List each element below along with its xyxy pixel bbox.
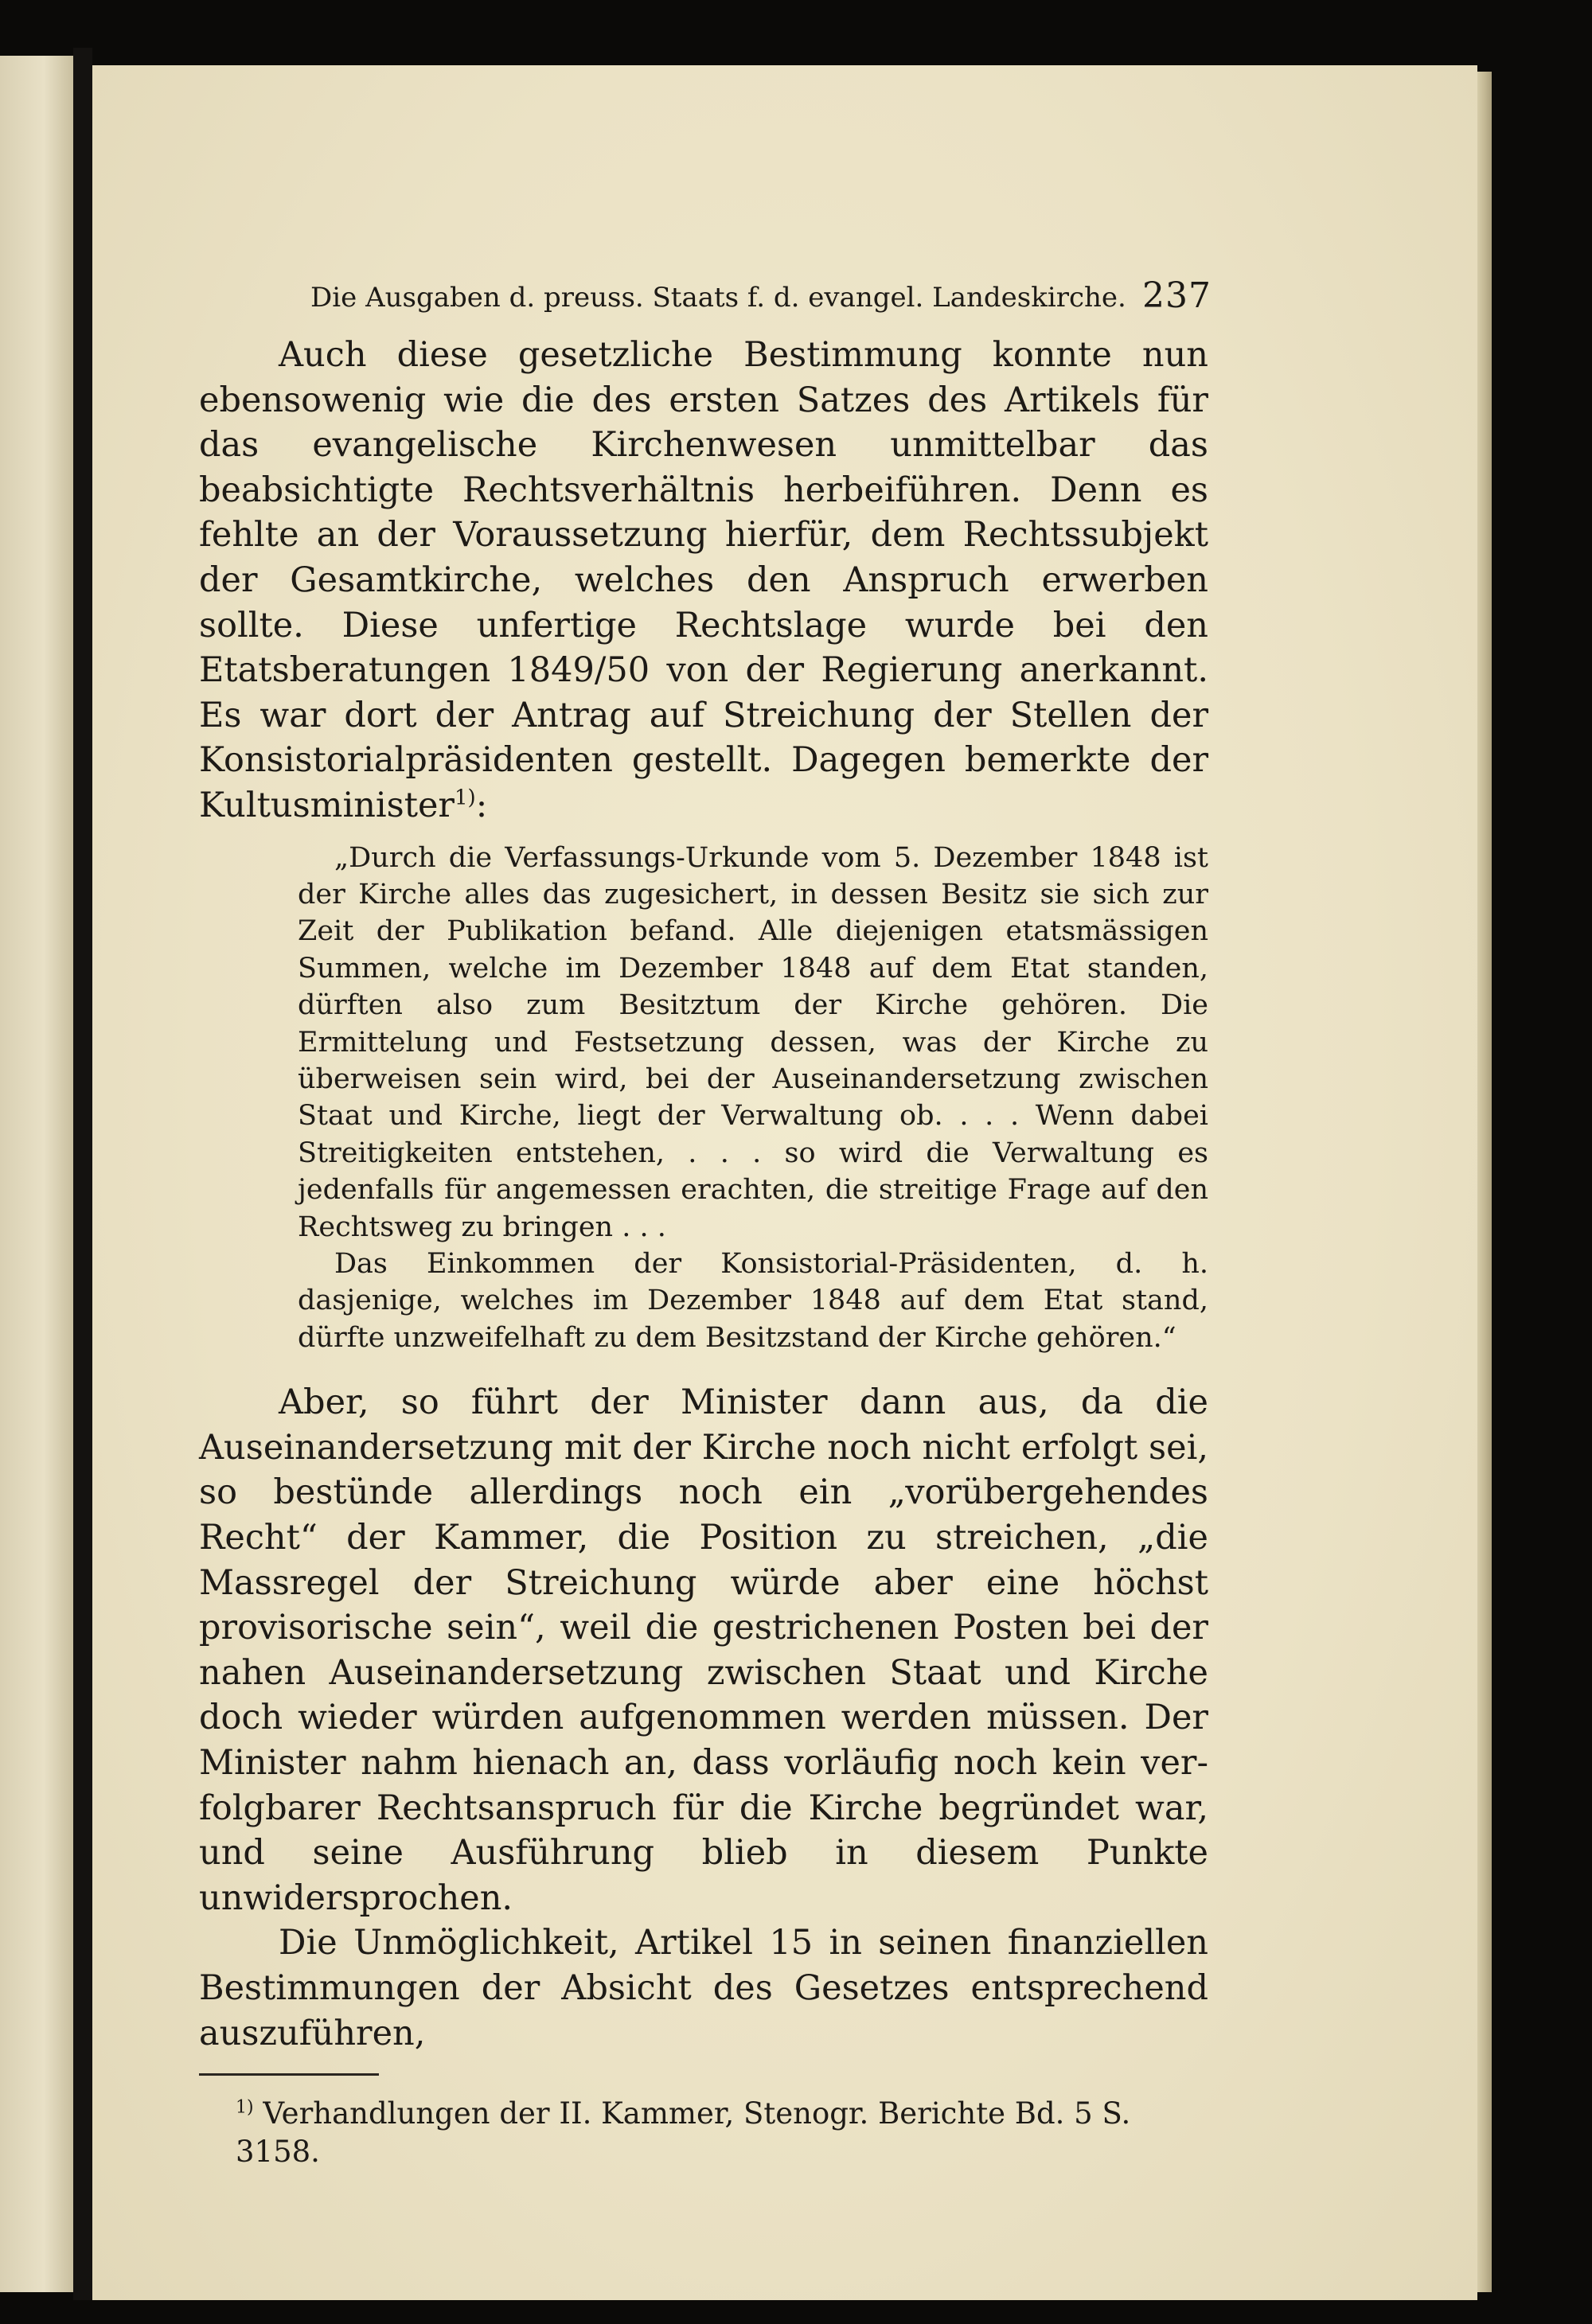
paragraph-1-end: : (475, 785, 488, 825)
facing-page-edge (0, 56, 73, 2292)
paragraph-1-text: Auch diese gesetzliche Bestimmung konnte nun ebensowenig wie die des ersten Satzes des Artikels für das evangelische Kirchenwesen unmittelbar das beabsichtigte Rechtsverhältnis herbeiführen. Denn es fehlte an der Voraussetzung hierfür, dem Rechtssubjekt der Gesamtkirche, welches den Anspruch erwerben sollte. Diese unfertige Rechtslage wurde bei den Etatsberatungen 1849/50 von der Regierung anerkannt. Es war dort der Antrag auf Streichung der Stellen der Konsistorialpräsidenten gestellt. Dagegen bemerkte der Kultusminister (199, 335, 1208, 825)
running-title: Die Ausgaben d. preuss. Staats f. d. evangel. Landeskirche. (310, 282, 1126, 314)
page-stack-edge (1477, 72, 1492, 2292)
footnote-text: Verhandlungen der II. Kammer, Stenogr. Berichte Bd. 5 S. 3158. (236, 2096, 1131, 2170)
book-gutter (73, 48, 92, 2300)
footnote-mark: 1) (236, 2097, 254, 2118)
footnote-reference: 1) (455, 786, 476, 810)
footnote (199, 2095, 1208, 2171)
page-number: 237 (1142, 275, 1212, 316)
paragraph-2: Aber, so führt der Minister dann aus, da die Auseinandersetzung mit der Kirche noch nicht erfolgt sei, so bestünde allerdings noch ein „vorübergehendes Recht“ der Kammer, die Position zu streichen, „die Massregel der Streichung würde aber eine höchst provisorische sein“, weil die gestrichenen Posten bei der nahen Auseinandersetzung zwischen Staat und Kirche doch wieder würden aufgenommen werden müssen. Der Minister nahm hienach an, dass vorläufig noch kein verfolgbarer Rechtsanspruch für die Kirche begründet war, und seine Ausführung blieb in diesem Punkte unwidersprochen. (199, 1382, 1208, 1918)
quotation-paragraph-1: „Durch die Verfassungs-Urkunde vom 5. Dezember 1848 ist der Kirche alles das zugesichert, in dessen Besitz sie sich zur Zeit der Publikation befand. Alle diejenigen etatsmässigen Summen, welche im Dezember 1848 auf dem Etat standen, dürften also zum Besitztum der Kirche gehören. Die Ermittelung und Festsetzung dessen, was der Kirche zu überweisen sein wird, bei der Auseinandersetzung zwischen Staat und Kirche, liegt der Verwaltung ob. . . . Wenn dabei Streitigkeiten entstehen, . . . so wird die Verwaltung es jedenfalls für angemessen erachten, die streitige Frage auf den Rechtsweg zu bringen . . . (298, 841, 1208, 1243)
quotation-paragraph-2: Das Einkommen der Konsistorial-Präsidenten, d. h. dasjenige, welches im Dezember 1848 auf dem Etat stand, dürfte unzweifelhaft zu dem Besitzstand der Kirche gehören.“ (298, 1248, 1208, 1354)
page-text (199, 271, 1212, 2171)
footnote-divider (199, 2073, 379, 2076)
paragraph-1 (199, 333, 1208, 829)
running-head (199, 271, 1212, 322)
paragraph-3: Die Unmöglichkeit, Artikel 15 in seinen finanziellen Bestimmungen der Absicht des Gesetzes entsprechend auszuführen, (199, 1923, 1208, 2053)
